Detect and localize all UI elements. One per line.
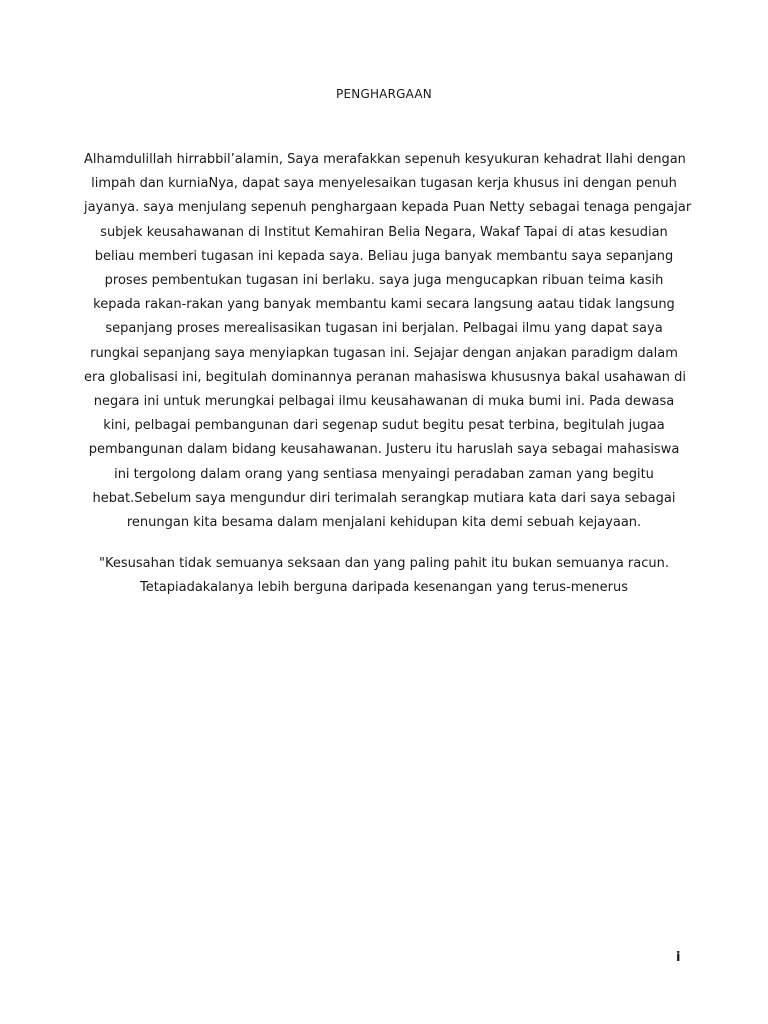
paragraph-line: kini, pelbagai pembangunan dari segenap sudut begitu pesat terbina, begitulah jugaa bbox=[103, 418, 665, 434]
paragraph-line: limpah dan kurniaNya, dapat saya menyelesaikan tugasan kerja khusus ini dengan penuh bbox=[91, 176, 677, 192]
page-title: PENGHARGAAN bbox=[336, 87, 432, 101]
paragraph-line: subjek keusahawanan di Institut Kemahiran Belia Negara, Wakaf Tapai di atas kesudian bbox=[100, 224, 668, 240]
paragraph-line: era globalisasi ini, begitulah dominannya peranan mahasiswa khususnya bakal usahawan di bbox=[84, 369, 686, 385]
paragraph-line: jayanya. saya menjulang sepenuh penghargaan kepada Puan Netty sebagai tenaga pengajar bbox=[84, 200, 692, 216]
paragraph-line: proses pembentukan tugasan ini berlaku. saya juga mengucapkan ribuan teima kasih bbox=[104, 273, 664, 289]
paragraph-line: pembangunan dalam bidang keusahawanan. Justeru itu haruslah saya sebagai mahasiswa bbox=[88, 442, 680, 458]
acknowledgement-paragraph bbox=[84, 148, 692, 535]
paragraph-line: rungkai sepanjang saya menyiapkan tugasan ini. Sejajar dengan anjakan paradigm dalam bbox=[90, 345, 678, 361]
quote-paragraph bbox=[84, 552, 684, 600]
quote-line: "Kesusahan tidak semuanya seksaan dan yang paling pahit itu bukan semuanya racun. bbox=[98, 556, 669, 571]
paragraph-line: ini tergolong dalam orang yang sentiasa menyaingi peradaban zaman yang begitu bbox=[114, 466, 654, 482]
paragraph-line: sepanjang proses merealisasikan tugasan ini berjalan. Pelbagai ilmu yang dapat saya bbox=[105, 321, 663, 337]
page-number: i bbox=[676, 950, 681, 965]
paragraph-line: beliau memberi tugasan ini kepada saya. Beliau juga banyak membantu saya sepanjang bbox=[94, 248, 674, 264]
paragraph-line: Alhamdulillah hirrabbil’alamin, Saya merafakkan sepenuh kesyukuran kehadrat Ilahi dengan bbox=[84, 152, 686, 167]
paragraph-line: negara ini untuk merungkai pelbagai ilmu keusahawanan di muka bumi ini. Pada dewasa bbox=[93, 394, 675, 410]
paragraph-line: kepada rakan-rakan yang banyak membantu kami secara langsung aatau tidak langsung bbox=[93, 297, 675, 313]
paragraph-line: renungan kita besama dalam menjalani kehidupan kita demi sebuah kejayaan. bbox=[126, 515, 642, 531]
paragraph-line: hebat.Sebelum saya mengundur diri terimalah serangkap mutiara kata dari saya sebagai bbox=[92, 490, 676, 506]
quote-line: Tetapiadakalanya lebih berguna daripada kesenangan yang terus-menerus bbox=[139, 580, 629, 596]
